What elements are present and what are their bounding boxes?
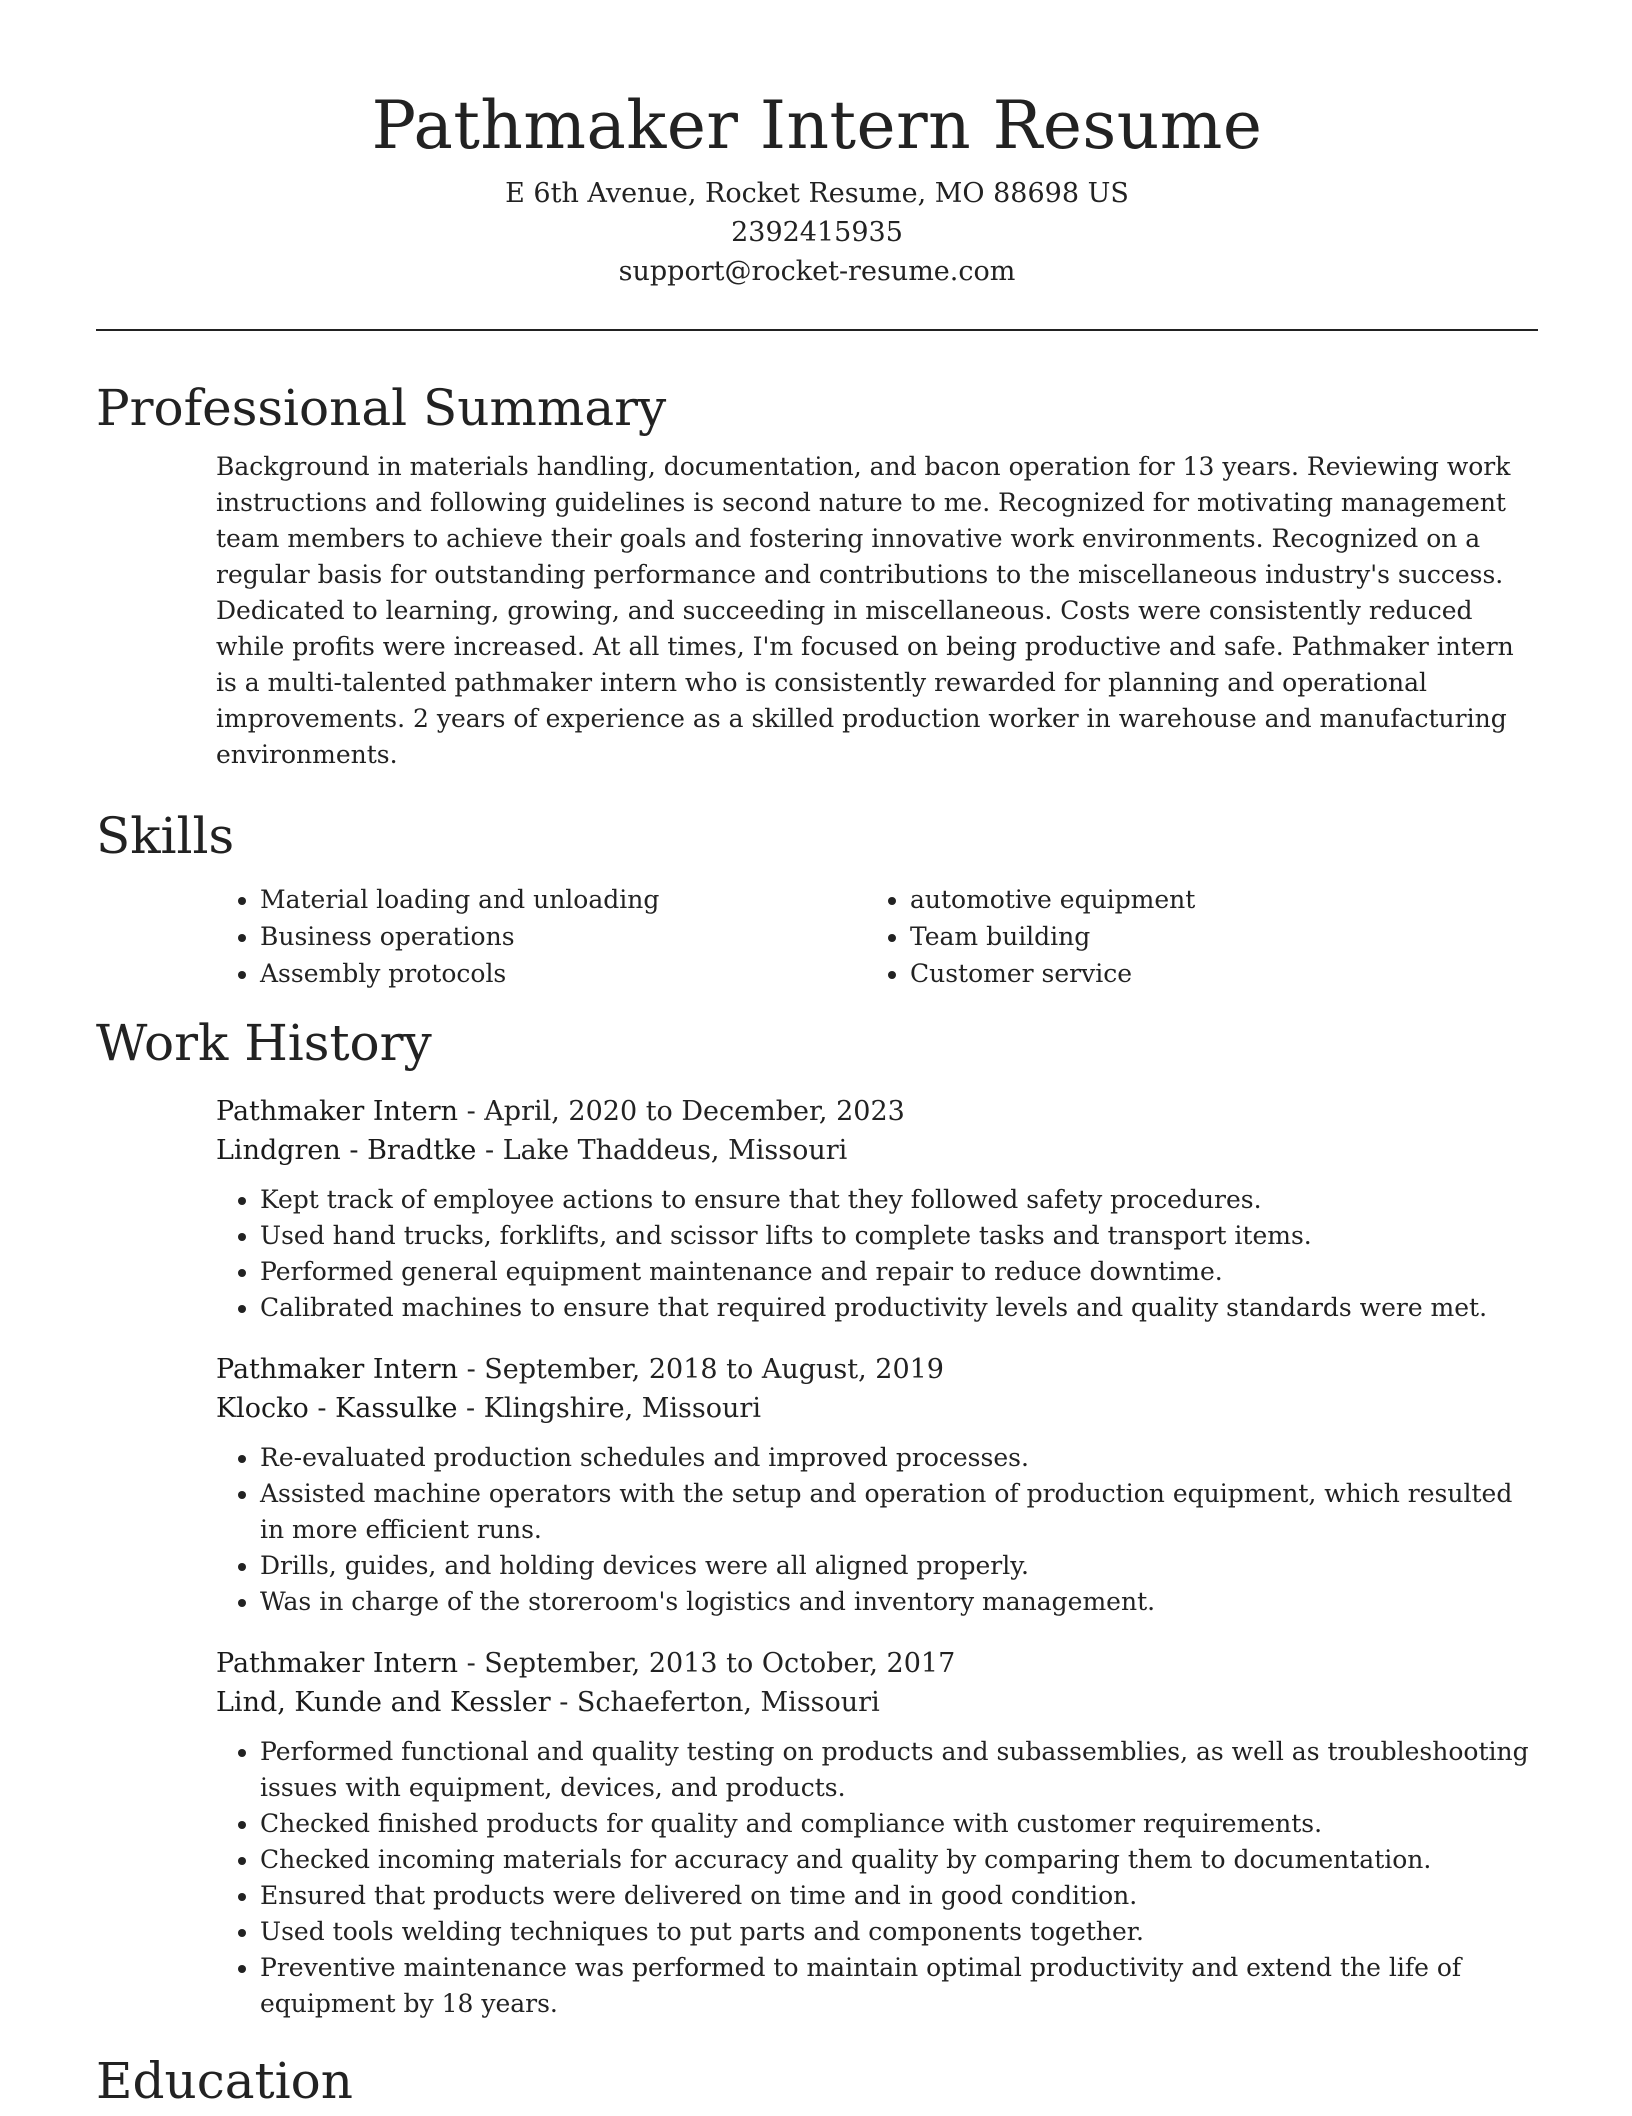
skills-heading: Skills [96,807,235,865]
job-company: Lind, Kunde and Kessler [216,1687,551,1718]
contact-address: E 6th Avenue, Rocket Resume, MO 88698 US [505,178,1129,209]
skill-item: • Assembly protocols [260,955,866,992]
skills-column-right [866,881,1516,992]
job-location: - Lake Thaddeus, Missouri [476,1135,848,1166]
job-dates: - September, 2018 to August, 2019 [458,1354,944,1385]
job-location: - Klingshire, Missouri [457,1393,761,1424]
job-company: Lindgren - Bradtke [216,1135,477,1166]
skills-list [216,881,1538,992]
skill-item: • Team building [910,918,1516,955]
job-bullets [216,1182,1538,1326]
work-history-heading: Work History [96,1014,432,1072]
job-title-line [216,1092,1538,1131]
job-bullet: • Performed functional and quality testing on products and subassemblies, as well as troubleshooting issues with equipment, devices, and products. [260,1734,1538,1806]
job-bullet: • Calibrated machines to ensure that required productivity levels and quality standards were met. [260,1290,1538,1326]
job-bullet: • Used hand trucks, forklifts, and scissor lifts to complete tasks and transport items. [260,1218,1538,1254]
job-bullet: • Checked incoming materials for accuracy and quality by comparing them to documentation. [260,1842,1538,1878]
job-company-line [216,1131,1538,1170]
education-heading: Education [96,2052,353,2110]
job-bullets [216,1440,1538,1620]
job-bullet: • Performed general equipment maintenance and repair to reduce downtime. [260,1254,1538,1290]
job-role: Pathmaker Intern [216,1648,458,1679]
job-bullet: • Re-evaluated production schedules and improved processes. [260,1440,1538,1476]
job-bullet: • Was in charge of the storeroom's logistics and inventory management. [260,1584,1538,1620]
skill-item: • Business operations [260,918,866,955]
job-company-line [216,1683,1538,1722]
summary-heading: Professional Summary [96,379,667,437]
job-role: Pathmaker Intern [216,1096,458,1127]
job-company-line [216,1389,1538,1428]
job-dates: - September, 2013 to October, 2017 [458,1648,956,1679]
job-title-line [216,1644,1538,1683]
job-bullet: • Ensured that products were delivered on time and in good condition. [260,1878,1538,1914]
job-bullets [216,1734,1538,2022]
summary-text: Background in materials handling, documentation, and bacon operation for 13 years. Reviewing work instructions and following guidelines is second nature to me. Recognized for motivating management team members to achieve their goals and fostering innovative work environments. Recognized on a regular basis for outstanding performance and contributions to the miscellaneous industry's success. Dedicated to learning, growing, and succeeding in miscellaneous. Costs were consistently reduced while profits were increased. At all times, I'm focused on being productive and safe. Pathmaker intern is a multi-talented pathmaker intern who is consistently rewarded for planning and operational improvements. 2 years of experience as a skilled production worker in warehouse and manufacturing environments. [216,452,1514,769]
job-company: Klocko - Kassulke [216,1393,458,1424]
job-title-line [216,1350,1538,1389]
job-role: Pathmaker Intern [216,1354,458,1385]
resume-title: Pathmaker Intern Resume [371,87,1263,164]
job-bullet: • Checked finished products for quality and compliance with customer requirements. [260,1806,1538,1842]
skill-item: • automotive equipment [910,881,1516,918]
resume-page [96,0,1538,2116]
contact-phone: 2392415935 [731,217,903,248]
resume-header [96,0,1538,291]
header-divider [96,329,1538,331]
job-location: - Schaeferton, Missouri [550,1687,880,1718]
job-bullet: • Assisted machine operators with the setup and operation of production equipment, which resulted in more efficient runs. [260,1476,1538,1548]
skill-item: • Customer service [910,955,1516,992]
job-bullet: • Used tools welding techniques to put parts and components together. [260,1914,1538,1950]
job-bullet: • Kept track of employee actions to ensure that they followed safety procedures. [260,1182,1538,1218]
job-bullet: • Drills, guides, and holding devices were all aligned properly. [260,1548,1538,1584]
job-dates: - April, 2020 to December, 2023 [458,1096,905,1127]
skills-column-left [216,881,866,992]
job-bullet: • Preventive maintenance was performed to maintain optimal productivity and extend the life of equipment by 18 years. [260,1950,1538,2022]
job-entry [216,1092,1538,1326]
skill-item: • Material loading and unloading [260,881,866,918]
job-entry [216,1644,1538,2022]
job-entry [216,1350,1538,1620]
contact-email: support@rocket-resume.com [618,256,1016,287]
